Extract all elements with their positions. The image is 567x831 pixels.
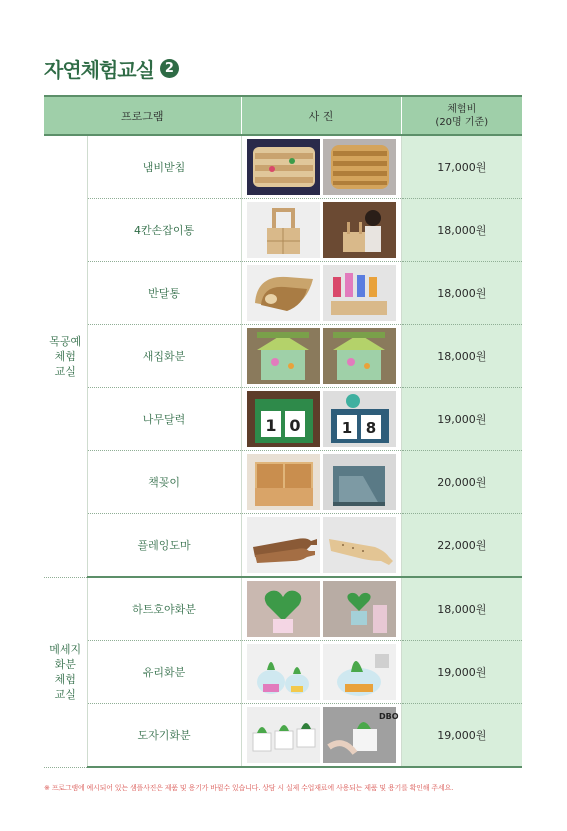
program-name: 반달통 bbox=[87, 262, 241, 325]
program-name: 유리화분 bbox=[87, 641, 241, 704]
program-table bbox=[44, 95, 522, 768]
calendar-digit: 0 bbox=[288, 416, 301, 435]
trivet-photo-2 bbox=[323, 139, 396, 195]
photo-cell bbox=[241, 135, 401, 199]
glass-pot-photo-1 bbox=[247, 644, 320, 700]
glass-pot-photo-2 bbox=[323, 644, 396, 700]
program-name: 4칸손잡이통 bbox=[87, 199, 241, 262]
program-price: 19,000원 bbox=[401, 704, 522, 768]
photo-cell bbox=[241, 451, 401, 514]
category-line: 화분 bbox=[54, 658, 76, 671]
photo-brand-text: DBO bbox=[378, 712, 399, 721]
category-woodcraft bbox=[44, 135, 87, 577]
cutting-board-photo-1 bbox=[247, 517, 320, 573]
program-price: 18,000원 bbox=[401, 262, 522, 325]
heart-hoya-photo-1 bbox=[247, 581, 320, 637]
birdhouse-planter-photo-1 bbox=[247, 328, 320, 384]
program-name: 도자기화분 bbox=[87, 704, 241, 768]
program-price: 19,000원 bbox=[401, 641, 522, 704]
calendar-digit: 1 bbox=[341, 419, 352, 437]
bookend-photo-1 bbox=[247, 454, 320, 510]
category-line: 교실 bbox=[54, 364, 76, 378]
wood-calendar-photo-1 bbox=[247, 391, 320, 447]
category-line: 체험 bbox=[54, 673, 76, 686]
cutting-board-photo-2 bbox=[323, 517, 396, 573]
page-title bbox=[44, 54, 179, 83]
wood-calendar-photo-2 bbox=[323, 391, 396, 447]
photo-cell bbox=[241, 704, 401, 768]
program-name: 냄비받침 bbox=[87, 135, 241, 199]
program-name: 새집화분 bbox=[87, 325, 241, 388]
header-fee bbox=[401, 96, 522, 135]
title-number-badge: 2 bbox=[160, 59, 179, 78]
program-price: 19,000원 bbox=[401, 388, 522, 451]
photo-cell bbox=[241, 262, 401, 325]
program-price: 17,000원 bbox=[401, 135, 522, 199]
photo-cell bbox=[241, 577, 401, 641]
category-line: 체험 bbox=[54, 349, 76, 363]
photo-cell bbox=[241, 514, 401, 578]
heart-hoya-photo-2 bbox=[323, 581, 396, 637]
header-photo: 사 진 bbox=[241, 96, 401, 135]
program-name: 하트호야화분 bbox=[87, 577, 241, 641]
photo-cell bbox=[241, 199, 401, 262]
photo-cell bbox=[241, 325, 401, 388]
photo-cell bbox=[241, 641, 401, 704]
half-moon-box-photo-2 bbox=[323, 265, 396, 321]
program-price: 18,000원 bbox=[401, 199, 522, 262]
category-line: 메세지 bbox=[49, 643, 82, 656]
caddy-photo-1 bbox=[247, 202, 320, 258]
calendar-digit: 1 bbox=[264, 416, 277, 435]
program-name: 책꽂이 bbox=[87, 451, 241, 514]
header-fee-sub: (20명 기준) bbox=[435, 116, 489, 128]
program-name: 나무달력 bbox=[87, 388, 241, 451]
program-price: 22,000원 bbox=[401, 514, 522, 578]
calendar-digit: 8 bbox=[365, 419, 376, 437]
category-line: 목공예 bbox=[49, 334, 82, 348]
caddy-photo-2 bbox=[323, 202, 396, 258]
program-price: 20,000원 bbox=[401, 451, 522, 514]
bookend-photo-2 bbox=[323, 454, 396, 510]
half-moon-box-photo-1 bbox=[247, 265, 320, 321]
program-name: 플레잉도마 bbox=[87, 514, 241, 578]
program-price: 18,000원 bbox=[401, 577, 522, 641]
birdhouse-planter-photo-2 bbox=[323, 328, 396, 384]
header-fee-label: 체험비 bbox=[447, 103, 477, 115]
footnote: ※ 프로그램에 예시되어 있는 샘플사진은 제품 및 용기가 바뀔수 있습니다. 상담 시 실제 수업재료에 사용되는 제품 및 용기를 확인해 주세요. bbox=[44, 784, 454, 792]
ceramic-pot-photo-2 bbox=[323, 707, 399, 763]
photo-cell bbox=[241, 388, 401, 451]
category-line: 교실 bbox=[54, 688, 76, 701]
program-price: 18,000원 bbox=[401, 325, 522, 388]
title-text: 자연체험교실 bbox=[44, 58, 154, 82]
ceramic-pot-photo-1 bbox=[247, 707, 320, 763]
header-program: 프로그램 bbox=[44, 96, 241, 135]
trivet-photo-1 bbox=[247, 139, 320, 195]
category-message-pot bbox=[44, 577, 87, 767]
